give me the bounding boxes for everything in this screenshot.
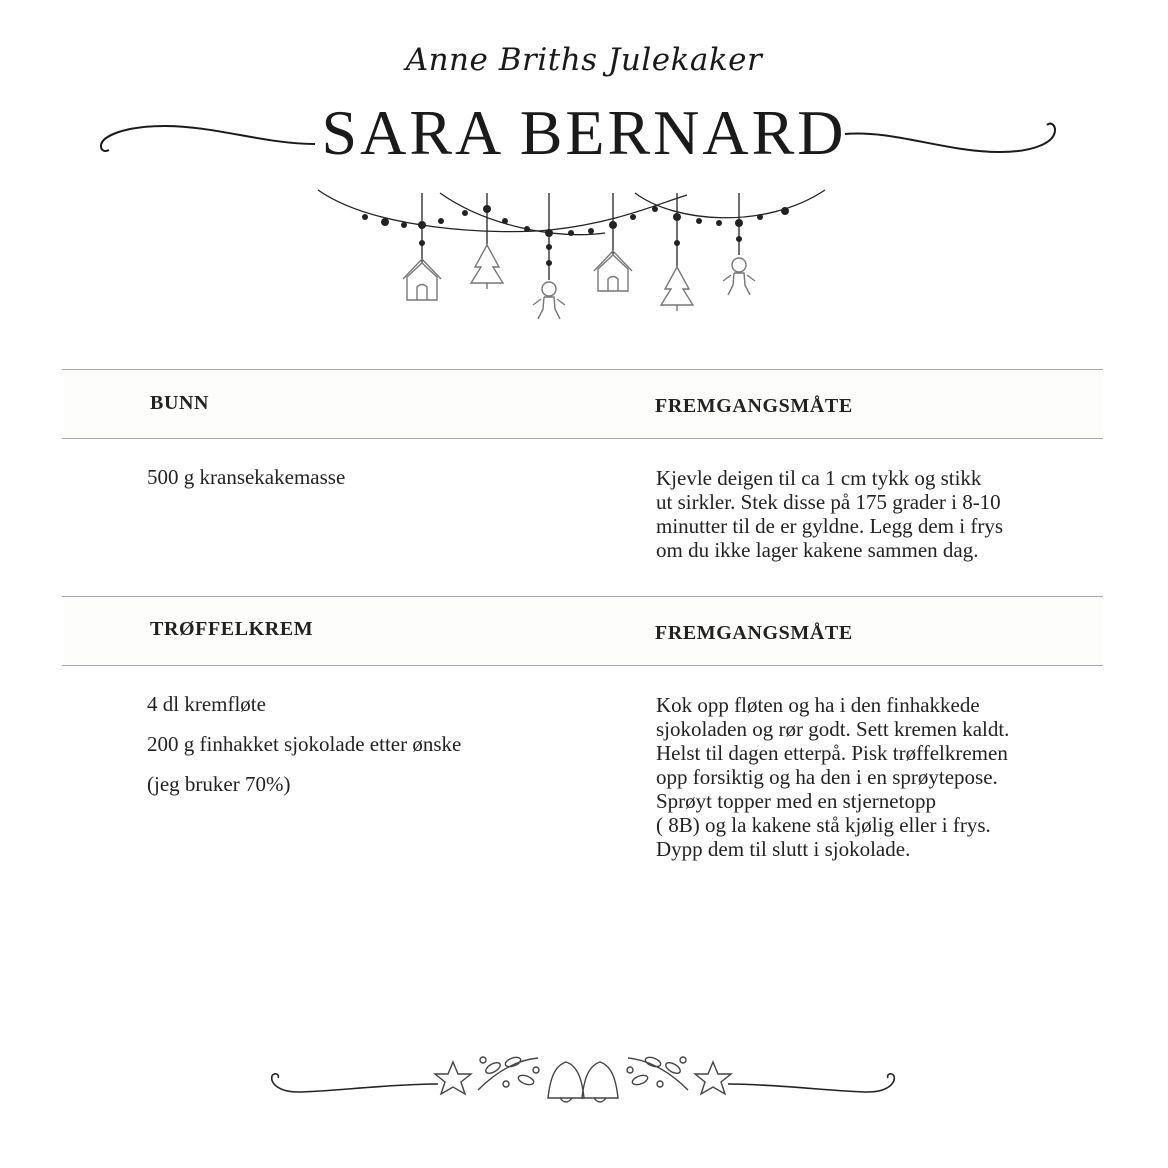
star-icon	[435, 1062, 471, 1094]
method-line: minutter til de er gyldne. Legg dem i frys	[656, 514, 1003, 538]
method-text	[656, 693, 1076, 861]
method-line: opp forsiktig og ha den i en sprøytepose.	[656, 765, 998, 789]
footer-ornament	[268, 1040, 898, 1110]
ingredients-list	[147, 465, 345, 490]
christmas-tree-icon	[471, 245, 503, 289]
section-header-band	[62, 369, 1103, 439]
star-icon	[695, 1062, 731, 1094]
method-line: ( 8B) og la kakene stå kjølig eller i frys.	[656, 813, 991, 837]
bell-icon	[548, 1062, 584, 1102]
ingredients-list	[147, 692, 461, 812]
brand-script-title: Anne Briths Julekaker	[405, 42, 763, 78]
method-heading: FREMGANGSMÅTE	[655, 395, 853, 417]
gingerbread-house-icon	[403, 259, 441, 300]
method-line: Helst til dagen etterpå. Pisk trøffelkremen	[656, 741, 1008, 765]
method-line: sjokoladen og rør godt. Sett kremen kaldt.	[656, 717, 1010, 741]
ingredient-item: 500 g kransekakemasse	[147, 465, 346, 489]
gingerbread-house-icon	[594, 251, 632, 291]
ingredients-heading: BUNN	[150, 392, 210, 414]
ingredient-item: 4 dl kremfløte	[147, 692, 266, 716]
method-text	[656, 466, 1076, 562]
right-swash-ornament	[840, 118, 1065, 158]
ingredient-item: 200 g finhakket sjokolade etter ønske	[147, 732, 462, 756]
leaf-icon	[627, 1056, 688, 1090]
method-line: Kok opp fløten og ha i den finhakkede	[656, 693, 980, 717]
bell-icon	[582, 1062, 618, 1102]
leaf-icon	[478, 1056, 539, 1090]
gingerbread-man-icon	[723, 258, 755, 295]
gingerbread-man-icon	[533, 282, 565, 319]
recipe-title: SARA BERNARD	[321, 97, 847, 168]
method-line: om du ikke lager kakene sammen dag.	[656, 538, 979, 562]
christmas-tree-icon	[661, 267, 693, 311]
method-line: Kjevle deigen til ca 1 cm tykk og stikk	[656, 466, 982, 490]
method-heading: FREMGANGSMÅTE	[655, 622, 853, 644]
method-line: ut sirkler. Stek disse på 175 grader i 8-10	[656, 490, 1001, 514]
ingredients-heading: TRØFFELKREM	[150, 618, 314, 640]
garland-ornament	[315, 185, 835, 325]
method-line: Sprøyt topper med en stjernetopp	[656, 789, 936, 813]
ingredient-item: (jeg bruker 70%)	[147, 772, 291, 796]
method-line: Dypp dem til slutt i sjokolade.	[656, 837, 911, 861]
